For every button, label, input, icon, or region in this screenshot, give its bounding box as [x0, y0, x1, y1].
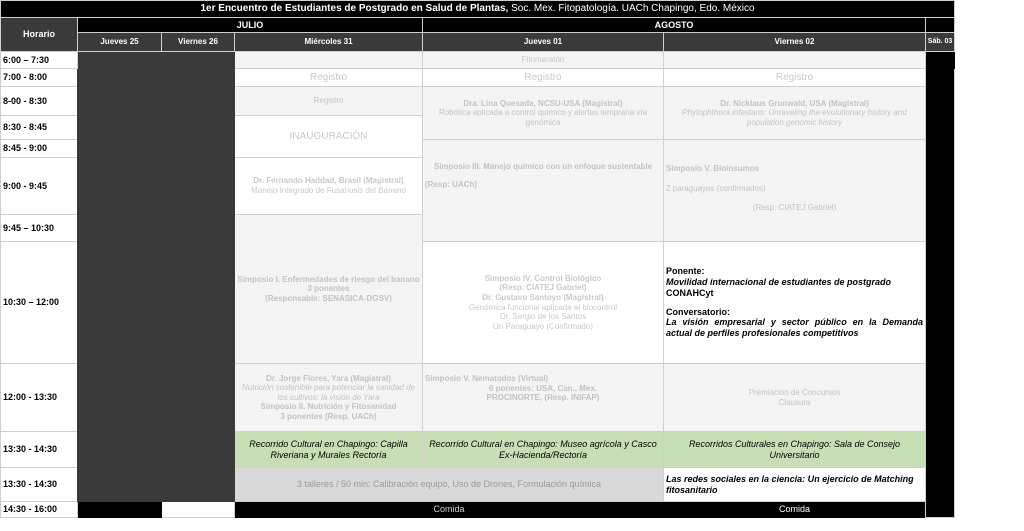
row-0600: [1, 52, 955, 69]
registro-02: Registro: [664, 69, 926, 87]
haddad-title: Dr. Fernando Haddad, Brasil (Magistral): [253, 176, 404, 186]
simposio-iii-cell: [423, 140, 664, 242]
time-label: 9:00 - 9:45: [1, 158, 78, 215]
viernes-26-column: [162, 52, 235, 502]
month-julio: JULIO: [78, 18, 423, 33]
simposio-v-bioinsumos-line3: (Resp. CIATEJ Gabriel): [752, 203, 837, 213]
time-label: 6:00 – 7:30: [1, 52, 78, 69]
cell-25-1430: [78, 502, 162, 518]
simposio-iv-cell: [423, 242, 664, 364]
flores-line2: Nutrición sostenible para potenciar la sanidad de los cultivos: la visión de Yara: [242, 383, 415, 402]
ponente-title: Movilidad internacional de estudiantes de postgrado: [666, 276, 892, 287]
simposio-iii-title: Simposio III. Manejo químico con un enfoque sustentable: [433, 162, 653, 171]
simposio-v-bioinsumos-line2: 2 paraguayos (confirmados): [666, 183, 766, 193]
time-label: 13:30 - 14:30: [1, 468, 78, 502]
time-label: 9:45 – 10:30: [1, 215, 78, 242]
cell-sab-0600: [926, 52, 955, 69]
day-header-row: [1, 33, 955, 52]
month-blank: [926, 18, 955, 33]
conversatorio-title: La visión empresarial y sector público en la Demanda actual de perfiles profesionales competitivos: [666, 317, 923, 339]
grunwald-title: Dr. Nicklaus Grunwald, USA (Magistral): [720, 98, 869, 108]
event-title-bold: 1er Encuentro de Estudiantes de Postgrado en Salud de Plantas,: [200, 3, 509, 14]
fitomaraton-cell: Fitomaratón: [423, 52, 664, 69]
time-label: 10:30 – 12:00: [1, 242, 78, 364]
event-title-rest: Soc. Mex. Fitopatología. UACh Chapingo, Edo. México: [508, 3, 755, 14]
recorrido-cultural-31: Recorrido Cultural en Chapingo: Capilla Riveriana y Murales Rectoría: [235, 432, 423, 468]
day-header-jueves-25: Jueves 25: [78, 33, 162, 52]
row-1430: [1, 502, 955, 518]
ponente-conversatorio-cell: [664, 242, 926, 364]
ponente-org: CONAHCyt: [666, 287, 714, 298]
lina-quesada-cell: [423, 87, 664, 140]
simposio-v-bioinsumos-cell: [664, 140, 926, 242]
time-label: 12:00 - 13:30: [1, 364, 78, 432]
flores-line1: Dr. Jorge Flores, Yara (Magistral): [266, 373, 391, 383]
comida-1: Comida: [235, 502, 664, 518]
registro-31b: Registro: [235, 87, 423, 116]
haddad-cell: [235, 158, 423, 215]
premiacion-line2: Clausura: [778, 397, 811, 407]
day-header-jueves-01: Jueves 01: [423, 33, 664, 52]
inauguracion-cell: INAUGURACIÓN: [235, 116, 423, 158]
cell-26-1430: [162, 502, 235, 518]
simposio-iii-resp: (Resp: UACh): [425, 179, 477, 189]
grunwald-cell: [664, 87, 926, 140]
month-agosto: AGOSTO: [423, 18, 926, 33]
simposio-iv-line1: Simposio IV. Control Biológico: [484, 273, 602, 283]
lina-subtitle: Robótica aplicada a control químico y alertas temprana vía genómica: [438, 108, 648, 127]
horario-header: Horario: [1, 18, 78, 52]
nematodos-line3: PROCINORTE, (Resp. INIFAP): [486, 393, 600, 403]
registro-01: Registro: [423, 69, 664, 87]
day-header-viernes-02: Viernes 02: [664, 33, 926, 52]
redes-sociales-cell: Las redes sociales en la ciencia: Un ejercicio de Matching fitosanitario: [664, 468, 926, 502]
jueves-25-column: [78, 52, 162, 502]
simposio-i-line1: Simposio I. Enfermedades de riesgo del banano: [237, 274, 420, 284]
simposio-i-cell: [235, 215, 423, 364]
day-header-miercoles-31: Miércoles 31: [235, 33, 423, 52]
time-label: 13:30 - 14:30: [1, 432, 78, 468]
simposio-i-line2: 3 ponentes: [307, 284, 350, 294]
time-label: 7:00 - 8:00: [1, 69, 78, 87]
recorrido-cultural-02: Recorridos Culturales en Chapingo: Sala de Consejo Universitario: [664, 432, 926, 468]
conversatorio-label: Conversatorio:: [666, 306, 731, 317]
cell-31-0600: [235, 52, 423, 69]
event-title-banner: [1, 1, 955, 18]
day-header-viernes-26: Viernes 26: [162, 33, 235, 52]
simposio-iv-line2: (Resp. CIATEJ Gabriel): [499, 283, 587, 293]
time-label: 8:30 - 8:45: [1, 116, 78, 140]
simposio-v-nematodos-cell: [423, 364, 664, 432]
premiacion-line1: Premiación de Concursos: [748, 387, 841, 397]
haddad-subtitle: Manejo Integrado de Fusariosis del Banano: [251, 186, 406, 195]
comida-2: Comida: [664, 502, 926, 518]
simposio-v-bioinsumos-title: Simposio V. Bioinsumos: [666, 164, 760, 173]
flores-line4: 3 ponentes (Resp. UACh): [280, 411, 377, 421]
premiacion-cell: [664, 364, 926, 432]
month-row: [1, 18, 955, 33]
simposio-i-line3: (Responsable: SENASICA-DGSV): [265, 293, 392, 303]
nematodos-line1: Simposio V. Nematodos (Virtual): [425, 374, 549, 383]
lina-title: Dra. Lina Quesada, NCSU-USA (Magistral): [463, 98, 623, 108]
time-label: 8-00 - 8:30: [1, 87, 78, 116]
recorrido-campo-cell: [926, 69, 981, 518]
time-label: 14:30 - 16:00: [1, 502, 78, 518]
simposio-iv-line3: Dr. Gustavo Santoyo (Magistral): [482, 292, 604, 302]
recorrido-campo-label: Recorrido de Campo: [969, 243, 981, 343]
time-label: 8:45 - 9:00: [1, 140, 78, 158]
simposio-iv-line5: Dr. Sergio de los Santos: [499, 312, 587, 322]
grunwald-subtitle: Phytophthora infestans: Unraveling the evolutionary history and population genomic history: [682, 108, 907, 127]
ponente-label: Ponente:: [666, 266, 705, 277]
simposio-iv-line6: Un Paraguayo (Confirmado): [492, 321, 594, 331]
flores-cell: [235, 364, 423, 432]
banner-row: [1, 1, 955, 18]
flores-line3: Simposio II. Nutrición y Fitosanidad: [260, 402, 397, 412]
nematodos-line2: 6 ponentes: USA, Can., Mex.: [488, 383, 598, 393]
registro-31: Registro: [235, 69, 423, 87]
day-header-sabado-03: Sáb. 03: [926, 33, 955, 52]
cell-02-0600: [664, 52, 926, 69]
recorrido-cultural-01: Recorrido Cultural en Chapingo: Museo agrícola y Casco Ex-Hacienda/Rectoría: [423, 432, 664, 468]
talleres-cell: 3 talleres / 50 min: Calibración equipo, Uso de Drones, Formulación química: [235, 468, 664, 502]
simposio-iv-line4: Genómica funcional aplicada al biocontrol: [468, 302, 618, 312]
